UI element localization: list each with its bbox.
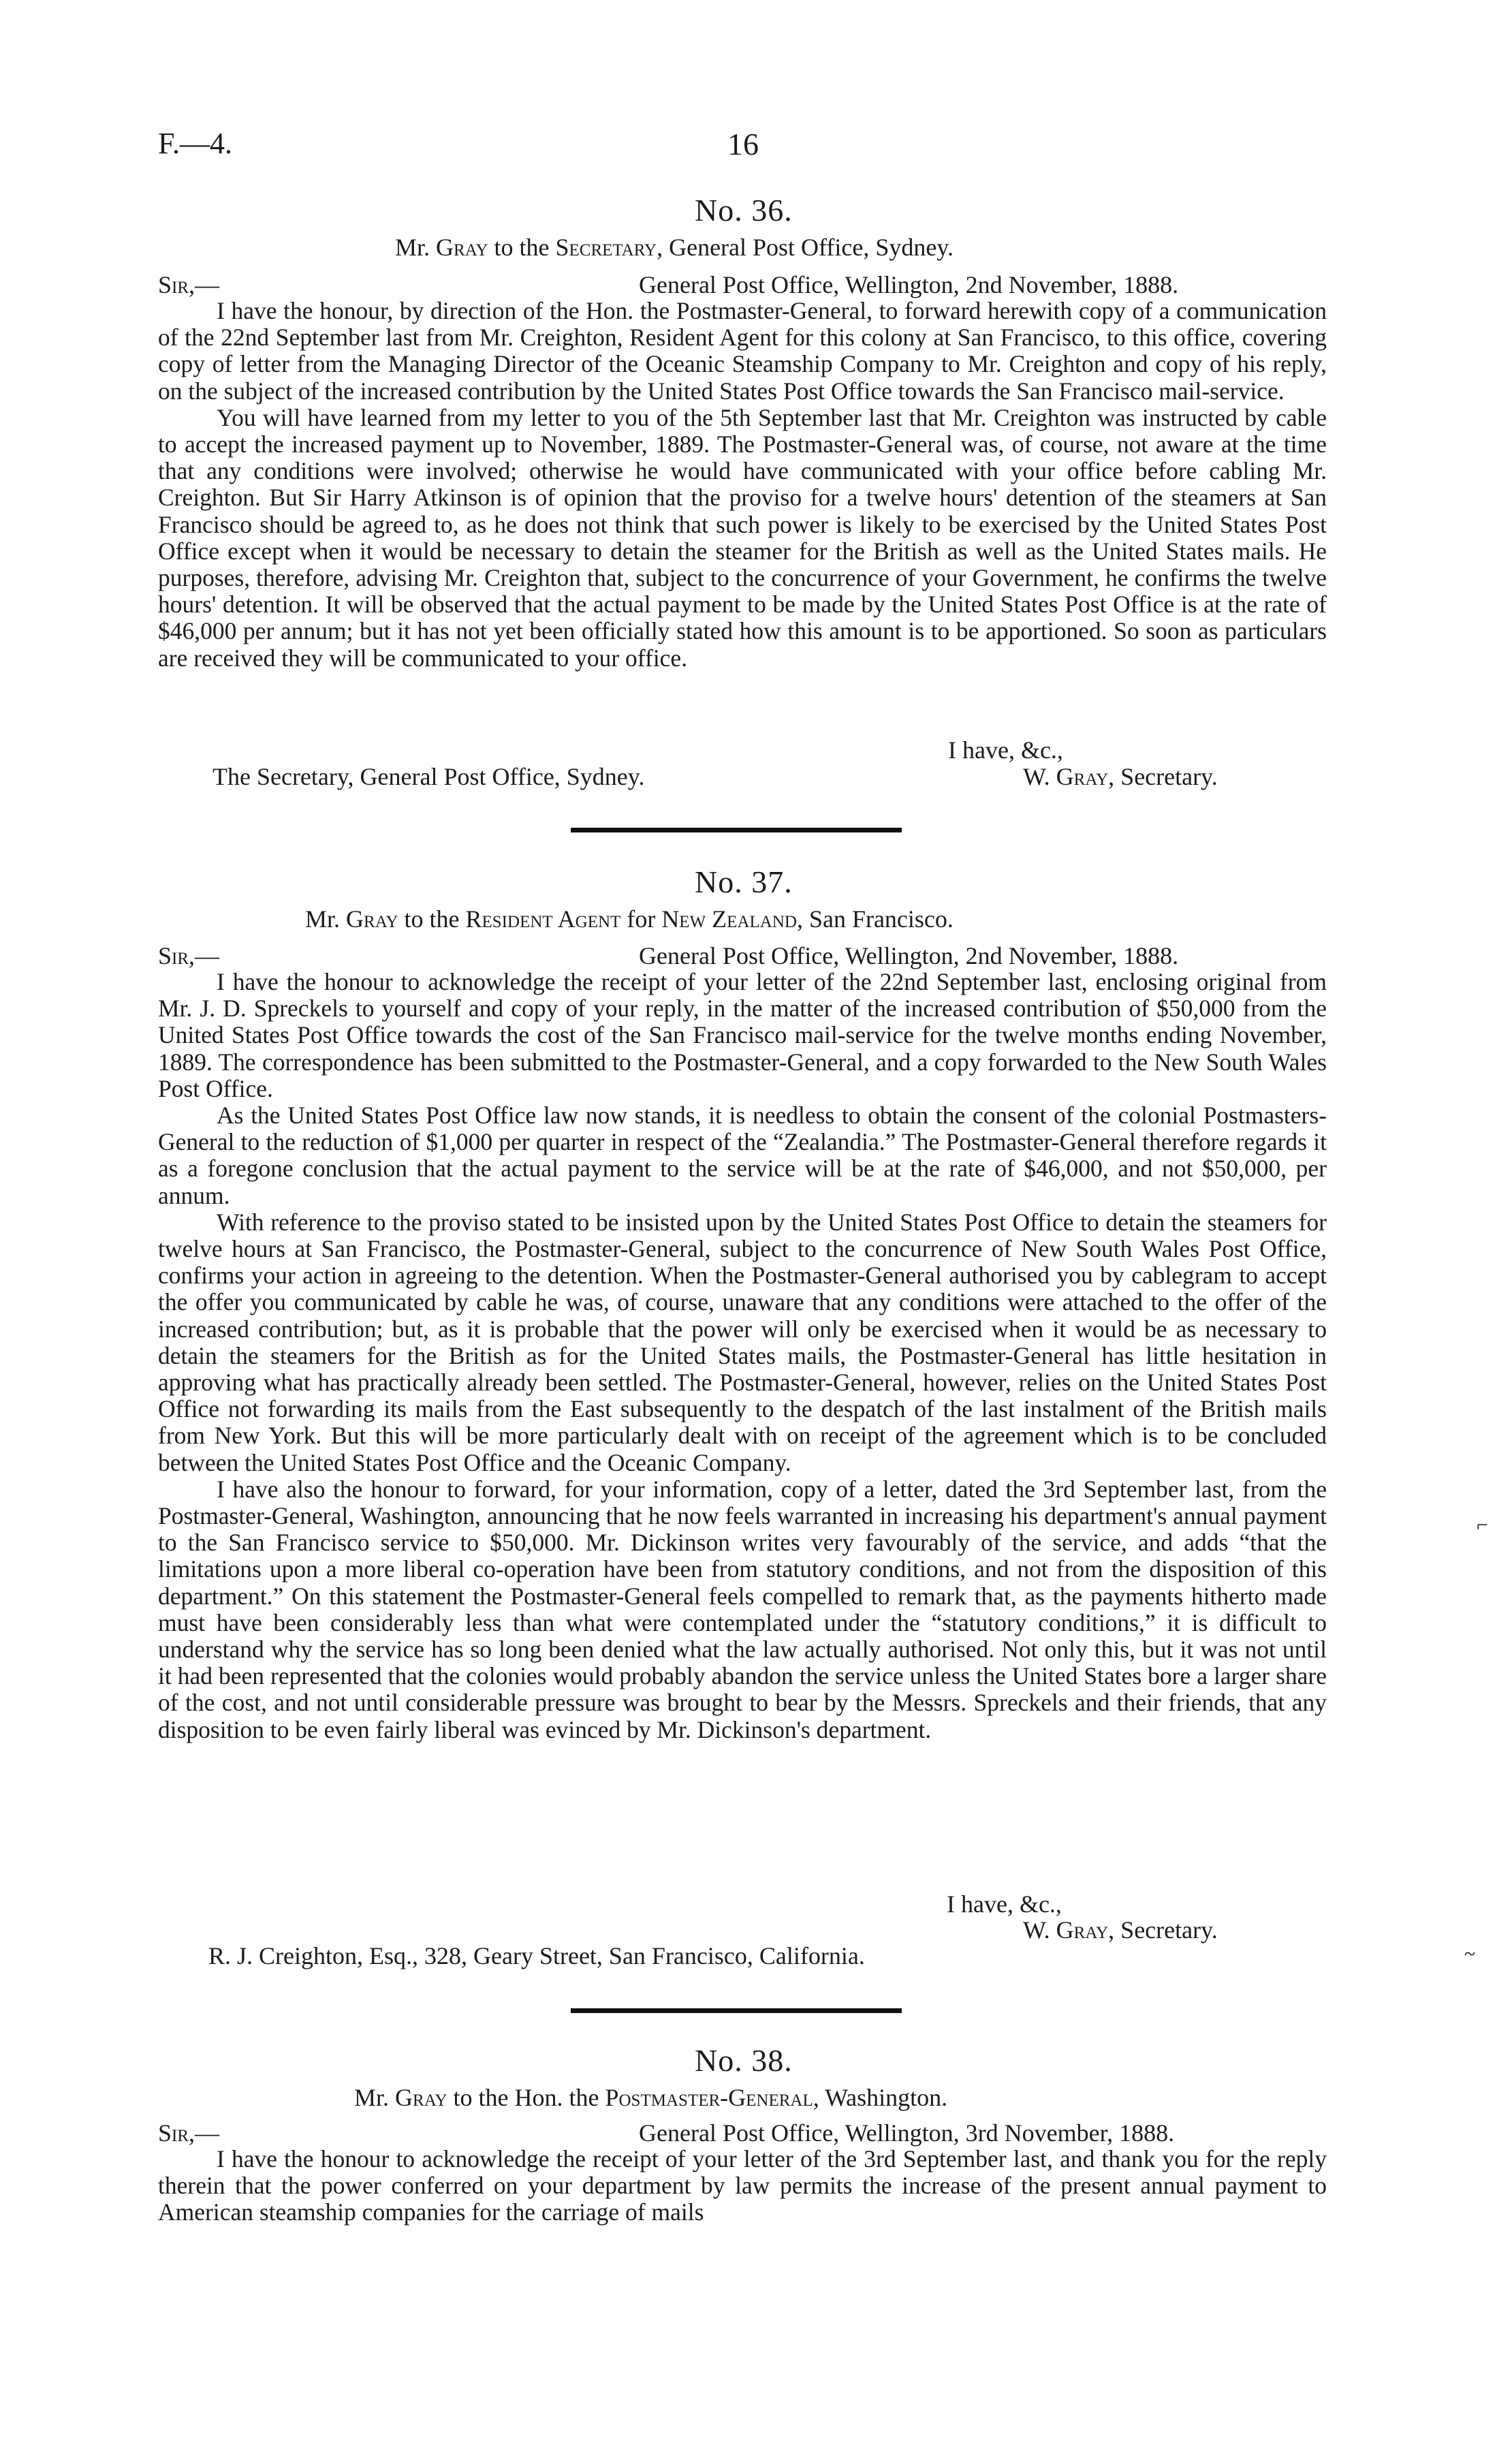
signature: W. Gray, Secretary. bbox=[1023, 763, 1218, 790]
letter-title: Mr. Gray to the Resident Agent for New Zealand, San Francisco. bbox=[305, 905, 954, 933]
closing: I have, &c., bbox=[947, 1890, 1062, 1918]
paragraph: With reference to the proviso stated to be insisted upon by the United States Post Office to detain the steamers for twelve hours at San Francisco, the Postmaster-General, subject to the concurrence of New South Wales Post Office, confirms your action in agreeing to the detention. When the Postmaster-General authorised you by cablegram to accept the offer you communicated by cable he was, of course, unaware that any conditions were attached to the offer of the increased contribution; but, as it is probable that the power will only be exercised when it would be as necessary to detain the steamers for the British as for the United States mails, the Postmaster-General has little hesitation in approving what has practically already been settled. The Postmaster-General, however, relies on the United States Post Office not forwarding its mails from the East subsequently to the despatch of the last instalment of the British mails from New York. But this will be more particularly dealt with on receipt of the agreement which is to be concluded between the United States Post Office and the Oceanic Company. bbox=[158, 1208, 1327, 1476]
paragraph: I have also the honour to forward, for your information, copy of a letter, dated the 3rd September last, from the Postmaster-General, Washington, announcing that he now feels warranted in increasing his department's annual payment to the San Francisco service to $50,000. Mr. Dickinson writes very favourably of the service, and adds “that the limitations upon a more liberal co-operation have been from statutory conditions, and not from the disposition of this department.” On this statement the Postmaster-General feels compelled to remark that, as the payments hitherto made must have been considerably less than what were contemplated under the “statutory conditions,” it is difficult to understand why the service has so long been denied what the law actually authorised. Not only this, but it was not until it had been represented that the colonies would probably abandon the service unless the United States bore a larger share of the cost, and not until considerable pressure was brought to bear by the Messrs. Spreckels and their friends, that any disposition to be even fairly liberal was evinced by Mr. Dickinson's department. bbox=[158, 1475, 1327, 1743]
letter-title: Mr. Gray to the Hon. the Postmaster-General, Washington. bbox=[354, 2084, 948, 2111]
letter-body bbox=[158, 298, 1327, 672]
letter-body bbox=[158, 969, 1327, 1743]
section-code: F.—4. bbox=[158, 127, 232, 160]
section-divider bbox=[571, 828, 902, 832]
letter-number: No. 36. bbox=[695, 193, 793, 228]
salutation: Sir,— bbox=[158, 942, 220, 969]
letter-title: Mr. Gray to the Secretary, General Post Office, Sydney. bbox=[395, 234, 954, 261]
section-divider bbox=[571, 2008, 902, 2013]
addressee: R. J. Creighton, Esq., 328, Geary Street, San Francisco, California. bbox=[208, 1942, 865, 1969]
dateline: General Post Office, Wellington, 3rd November, 1888. bbox=[639, 2119, 1175, 2147]
salutation: Sir,— bbox=[158, 271, 220, 298]
margin-mark: ~ bbox=[1464, 1943, 1476, 1965]
paragraph: You will have learned from my letter to you of the 5th September last that Mr. Creighton was instructed by cable to accept the increased payment up to November, 1889. The Postmaster-General was, of course, not aware at the time that any conditions were involved; otherwise he would have communicated with your office before cabling Mr. Creighton. But Sir Harry Atkinson is of opinion that the proviso for a twelve hours' detention of the steamers at San Francisco should be agreed to, as he does not think that such power is likely to be exercised by the United States Post Office except when it would be necessary to detain the steamer for the British as well as the United States mails. He purposes, therefore, advising Mr. Creighton that, subject to the concurrence of your Government, he confirms the twelve hours' detention. It will be observed that the actual payment to be made by the United States Post Office is at the rate of $46,000 per annum; but it has not yet been officially stated how this amount is to be apportioned. So soon as particulars are received they will be communicated to your office. bbox=[158, 403, 1327, 672]
margin-mark: ⌐ bbox=[1477, 1514, 1488, 1536]
salutation: Sir,— bbox=[158, 2119, 220, 2147]
addressee: The Secretary, General Post Office, Sydney. bbox=[212, 763, 645, 790]
page-number: 16 bbox=[727, 127, 759, 161]
paragraph: As the United States Post Office law now stands, it is needless to obtain the consent of the colonial Postmasters-General to the reduction of $1,000 per quarter in respect of the “Zealandia.” The Postmaster-General therefore regards it as a foregone conclusion that the actual payment to the service will be at the rate of $46,000, and not $50,000, per annum. bbox=[158, 1102, 1327, 1209]
closing: I have, &c., bbox=[948, 736, 1063, 764]
letter-number: No. 37. bbox=[695, 864, 793, 899]
dateline: General Post Office, Wellington, 2nd November, 1888. bbox=[639, 942, 1179, 969]
dateline: General Post Office, Wellington, 2nd November, 1888. bbox=[639, 271, 1179, 298]
paragraph: I have the honour to acknowledge the receipt of your letter of the 22nd September last, enclosing original from Mr. J. D. Spreckels to yourself and copy of your reply, in the matter of the increased contribution of $50,000 from the United States Post Office towards the cost of the San Francisco mail-service for the twelve months ending November, 1889. The correspondence has been submitted to the Postmaster-General, and a copy forwarded to the New South Wales Post Office. bbox=[158, 968, 1327, 1102]
signature: W. Gray, Secretary. bbox=[1023, 1916, 1218, 1944]
letter-number: No. 38. bbox=[695, 2043, 793, 2078]
paragraph: I have the honour, by direction of the Hon. the Postmaster-General, to forward herewith copy of a communication of the 22nd September last from Mr. Creighton, Resident Agent for this colony at San Francisco, to this office, covering copy of letter from the Managing Director of the Oceanic Steamship Company to Mr. Creighton and copy of his reply, on the subject of the increased contribution by the United States Post Office towards the San Francisco mail-service. bbox=[158, 297, 1327, 405]
paragraph: I have the honour to acknowledge the receipt of your letter of the 3rd September last, and thank you for the reply therein that the power conferred on your department by law permits the increase of the present annual payment to American steamship companies for the carriage of mails bbox=[158, 2145, 1327, 2226]
letter-body bbox=[158, 2146, 1327, 2226]
